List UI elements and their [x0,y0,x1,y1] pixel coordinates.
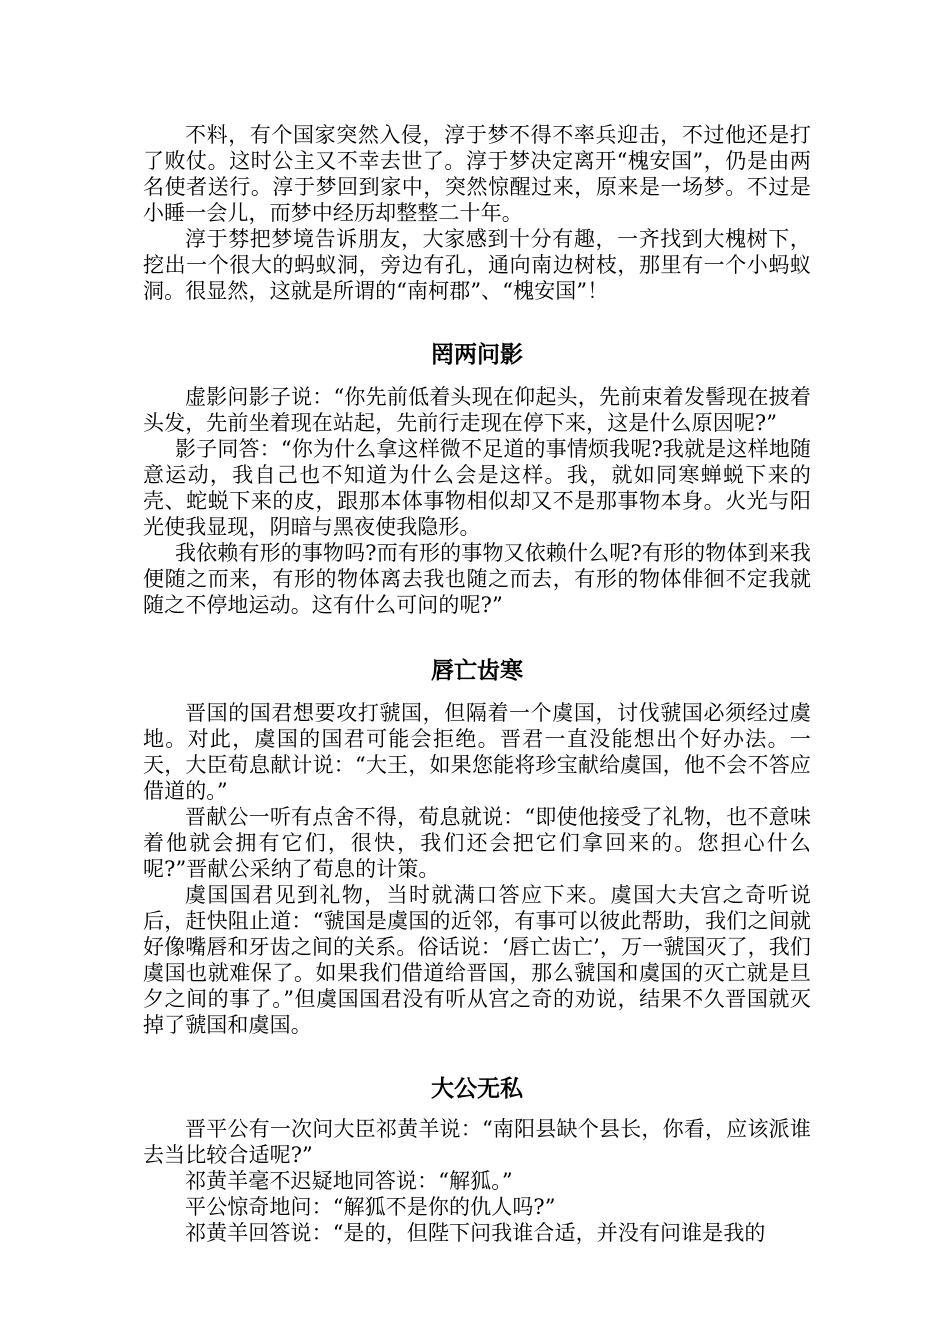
paragraph: 晋献公一听有点舍不得，荀息就说：“即使他接受了礼物，也不意味着他就会拥有它们，很快，我们还会把它们拿回来的。您担心什么呢?”晋献公采纳了荀息的计策。 [143,805,811,881]
section-dagong [143,1074,811,1246]
paragraph: 我依赖有形的事物吗?而有形的事物又依赖什么呢?有形的物体到来我便随之而来，有形的物体离去我也随之而去，有形的物体俳徊不定我就随之不停地运动。这有什么可问的呢?” [143,541,811,617]
paragraph: 祁黄羊回答说：“是的，但陛下问我谁合适，并没有问谁是我的 [185,1221,766,1245]
paragraph: 平公惊奇地问：“解狐不是你的仇人吗?” [185,1195,556,1219]
section-title: 唇亡齿寒 [431,658,523,684]
section-wangliang [143,340,811,618]
section-nanke-continuation [143,122,811,304]
paragraph: 虞国国君见到礼物，当时就满口答应下来。虞国大夫宫之奇听说后，赶快阻止道：“虢国是虞国的近邻，有事可以彼此帮助，我们之间就好像嘴唇和牙齿之间的关系。俗话说：‘唇亡齿亡’，万一虢国灭了，我们虞国也就难保了。如果我们借道给晋国，那么虢国和虞国的灭亡就是旦夕之间的事了。”但虞国国君没有听从宫之奇的劝说，结果不久晋国就灭掉了虢国和虞国。 [143,883,811,1037]
section-title: 罔两问影 [431,342,523,368]
paragraph: 祁黄羊毫不迟疑地同答说：“解狐。” [185,1169,513,1193]
paragraph: 晋国的国君想要攻打虢国，但隔着一个虞国，讨伐虢国必须经过虞地。对此，虞国的国君可能会拒绝。晋君一直没能想出个好办法。一天，大臣荀息献计说：“大王，如果您能将珍宝献给虞国，他不会不答应借道的。” [143,701,811,803]
paragraph: 不料，有个国家突然入侵，淳于梦不得不率兵迎击，不过他还是打了败仗。这时公主又不幸去世了。淳于梦决定离开“槐安国”，仍是由两名使者送行。淳于梦回到家中，突然惊醒过来，原来是一场梦。不过是小睡一会儿，而梦中经历却整整二十年。 [143,123,811,225]
section-chunwang [143,656,811,1038]
paragraph: 淳于棼把梦境告诉朋友，大家感到十分有趣，一齐找到大槐树下，挖出一个很大的蚂蚁洞，旁边有孔，通向南边树枝，那里有一个小蚂蚁洞。很显然，这就是所谓的“南柯郡”、“槐安国”！ [143,227,811,303]
section-title: 大公无私 [431,1076,523,1102]
document-page [143,122,811,1246]
paragraph: 晋平公有一次问大臣祁黄羊说：“南阳县缺个县长，你看，应该派谁去当比较合适呢?” [143,1117,811,1167]
paragraph: 影子同答：“你为什么拿这样微不足道的事情烦我呢?我就是这样地随意运动，我自己也不知道为什么会是这样。我，就如同寒蝉蜕下来的壳、蛇蜕下来的皮，跟那本体事物相似却又不是那事物本身。火光与阳光使我显现，阴暗与黑夜使我隐形。 [143,437,811,539]
paragraph: 虚影问影子说：“你先前低着头现在仰起头，先前束着发髻现在披着头发，先前坐着现在站起，先前行走现在停下来，这是什么原因呢?” [143,385,811,435]
